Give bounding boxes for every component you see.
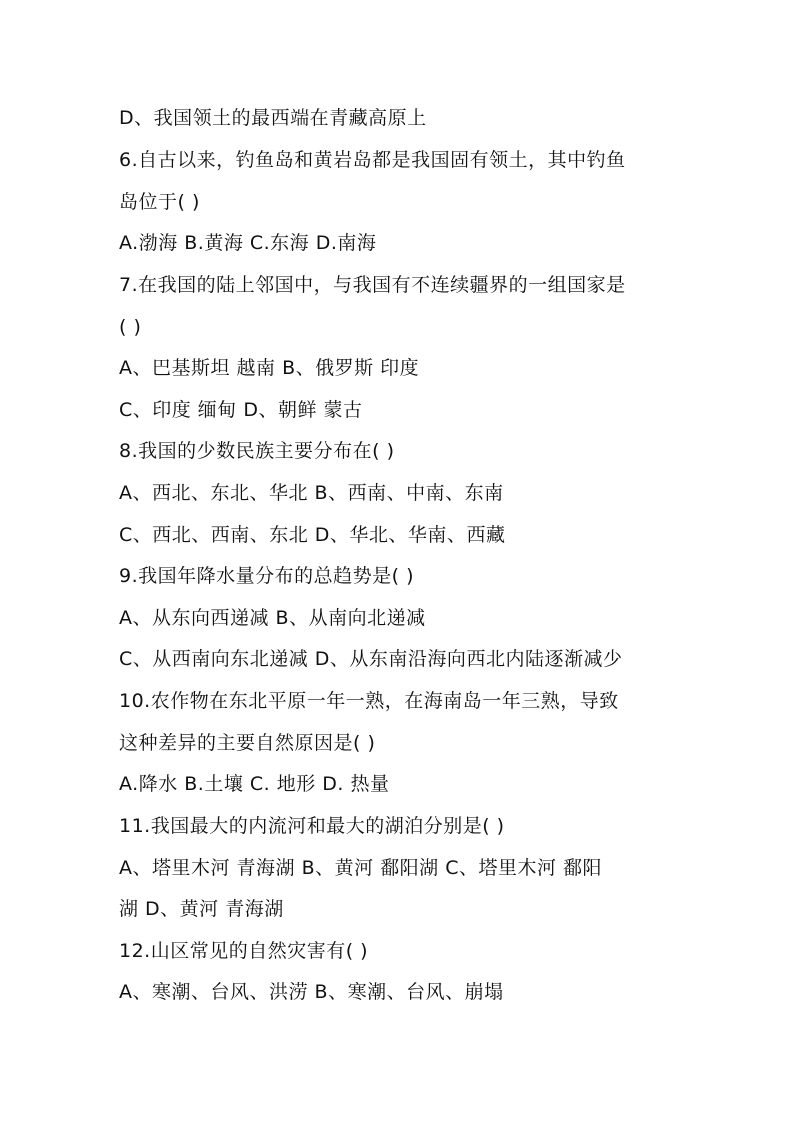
question-11-options: A、塔里木河 青海湖 B、黄河 鄱阳湖 C、塔里木河 鄱阳 (119, 857, 602, 879)
question-10-options: A.降水 B.土壤 C. 地形 D. 热量 (119, 773, 390, 795)
question-11-options-cont: 湖 D、黄河 青海湖 (119, 898, 284, 920)
question-11-text: 11.我国最大的内流河和最大的湖泊分别是( ) (119, 815, 505, 837)
question-7-text-cont: ( ) (119, 316, 142, 338)
question-12-text: 12.山区常见的自然灾害有( ) (119, 940, 369, 962)
question-7-options-cd: C、印度 缅甸 D、朝鲜 蒙古 (119, 399, 363, 421)
question-12-options-ab: A、寒潮、台风、洪涝 B、寒潮、台风、崩塌 (119, 981, 504, 1003)
question-8-options-ab: A、西北、东北、华北 B、西南、中南、东南 (119, 482, 504, 504)
question-9-options-ab: A、从东向西递减 B、从南向北递减 (119, 607, 426, 629)
question-10-text: 10.农作物在东北平原一年一熟，在海南岛一年三熟，导致 (119, 690, 619, 712)
question-9-options-cd: C、从西南向东北递减 D、从东南沿海向西北内陆逐渐减少 (119, 648, 623, 670)
question-6-text-cont: 岛位于( ) (119, 191, 200, 213)
question-6-options: A.渤海 B.黄海 C.东海 D.南海 (119, 232, 377, 254)
question-8-options-cd: C、西北、西南、东北 D、华北、华南、西藏 (119, 524, 506, 546)
question-8-text: 8.我国的少数民族主要分布在( ) (119, 440, 395, 462)
question-10-text-cont: 这种差异的主要自然原因是( ) (119, 732, 376, 754)
question-7-text: 7.在我国的陆上邻国中，与我国有不连续疆界的一组国家是 (119, 274, 626, 296)
question-7-options-ab: A、巴基斯坦 越南 B、俄罗斯 印度 (119, 357, 420, 379)
question-6-text: 6.自古以来，钓鱼岛和黄岩岛都是我国固有领土，其中钓鱼 (119, 149, 626, 171)
option-5d: D、我国领土的最西端在青藏高原上 (119, 107, 427, 129)
question-9-text: 9.我国年降水量分布的总趋势是( ) (119, 565, 414, 587)
